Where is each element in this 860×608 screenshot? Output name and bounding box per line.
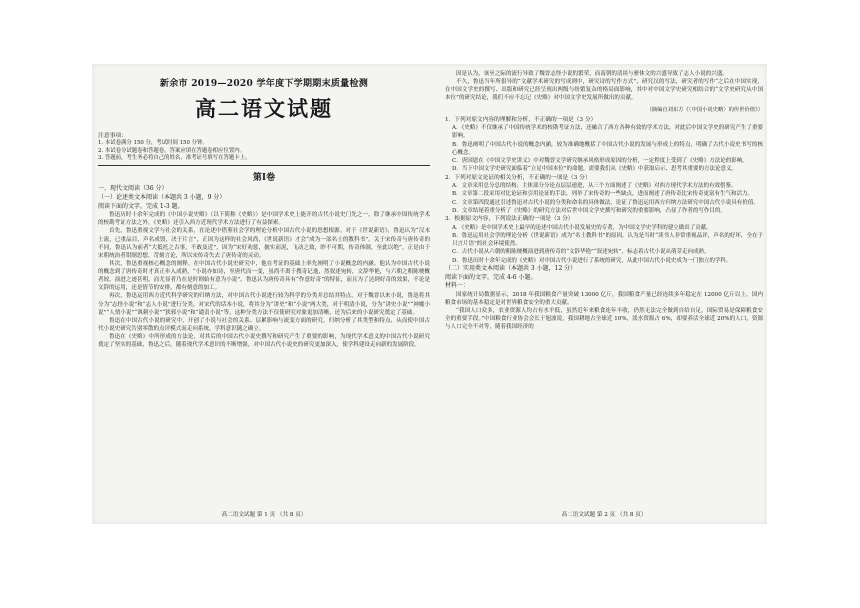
question-stem: 3．根据原文内容，下列说法正确的一项是（3 分）: [445, 216, 574, 223]
question-option: B．鲁迅运用社会学的理论分析《世说新语》成为“名士教科书”的原因，认为是当时“读书人非常重视品评，声名的好坏，全在于只言片语”的社会环境使然。: [452, 232, 763, 248]
material-paragraph: “我国人口众多，农业资源人均占有水平低，虽然近年来粮食连年丰收，仍然无法完全做到自给自足，国际贸易是保障粮食安全的重要手段。”中国粮食行业协会会长于旭波说，我国耕地占全球近 10%，淡水资源占 6%，却要养活全球近 20%的人口，资源与人口完全不对等，随着我国经济的: [445, 308, 763, 331]
passage-paragraph: 鲁迅历时十余年完成的《中国小说史略》（以下简称《史略》）是中国学术史上能开的古代小说史门先之一，除了继承中国传统学术的校勘考证方法之外，《史略》还引入西方近现代学术方法进行了有益探索。: [98, 212, 430, 227]
question-option: D．鲁迅历时十余年完成的《史略》对中国古代小说进行了系统的研究，从此中国古代小说史成为一门独立的学科。: [452, 257, 732, 264]
passage-paragraph: 因是认为，该至之际的流行导致了魏晋志怪小说的繁荣，而南朝的清谈与骈体文的兴盛导致了志人小说的兴盛。: [456, 71, 728, 77]
page-footer: 高二语文试题 第 2 页 （共 8 页）: [561, 512, 647, 518]
page-1: [98, 64, 430, 524]
question-option: A．文章采用总分总的结构；主体部分分论点层层递进，从三个方面阐述了《史略》对西方现代学术方法的有效借鉴。: [452, 183, 737, 190]
reading-instruction: 阅读下面的文字，完成 4-6 小题。: [445, 273, 537, 281]
reading-instruction: 阅读下面的文字，完成 1-3 题。: [98, 202, 184, 210]
question-option: C．古代小说从六朝的粗陈梗概演进到唐传奇的“文辞华艳”“叙述宛转”，标志着古代小说从萌芽走向成熟。: [452, 249, 710, 256]
passage-paragraph: 其次，鲁迅重视核心概念的阐释。在中国古代小说史研究中，他在考证的基础上率先阐明了小说概念的内涵。他认为中国古代小说的概念到了唐传奇时才真正步入成熟，“小说亦如诗，至唐代而一变，虽尚不离于搜奇记逸，然叙述宛转，文辞华艳，与六朝之粗陈梗概者较，演进之迹甚明，而尤显者乃在是时则始有意为小说”。鲁迅认为唐传奇具有“作意好奇”的特征，而且为了达到好奇的效果，不论是文辞的运用，还是情节的安排，都有刻意的加工。: [98, 260, 430, 292]
question-option: C．唐国恩在《中国文学史讲义》中对魏晋文学研究继承风格形成原因的分析，一定程度上受到了《史略》方法论的影响。: [452, 158, 748, 165]
passage-paragraph: 不久，鲁迅当年所倡导的“文献学术研究的写成则中，研究诗的写作方式”，研究汉的写法，研究者的写作“之后在中国实现，在中国文学史的撰写、出版和研究已经呈现出两级与纷繁复杂的格局面影响，其中对中国文学史研究相结合的“文学史研究从中国本位”的研究结论，我们不应不忘记《史略》对中国文学史发展所做出的贡献。: [445, 79, 763, 102]
question-2: [445, 174, 763, 216]
question-option: D．当下中国文学史研究面临着“立足中国本位”的命题，需要我们从《史略》中获取启示，思考其重要的方法论意义。: [452, 166, 738, 173]
note-item: 3. 答题前，考生务必将自己的姓名、准考证号填写在答题卡上。: [98, 154, 251, 161]
question-option: A．《史略》不仅继承了中国传统学术的校勘考证方法，还融合了西方各种有效的学术方法，对此后中国文学史的研究产生了重要影响。: [452, 125, 763, 140]
passage-paragraph: 鲁迅在《史略》中所形成的方法论，对其后的中国古代小说史撰写和研究产生了重要的影响，为现代学术意义的中国古代小说研究奠定了坚实的基础，鲁迅之后，随着现代学术意识的不断增强，对中国古代小说史的研究更加深入，使学科建设走向新的发展阶段。: [98, 334, 430, 349]
page-2: [445, 64, 763, 524]
page-footer: 高二语文试题 第 1 页 （共 8 页）: [221, 512, 307, 518]
notes-label: 注意事项：: [98, 133, 127, 139]
question-option: C．文章第四段通过引述鲁迅对古代小说的分类和命名的具体做法，论证了鲁迅运用西方归纳方法研究中国古代小说具有价值。: [452, 199, 759, 206]
exam-header: 新余市 2019—2020 学年度下学期期末质量检测: [159, 79, 369, 89]
question-option: A．《史略》是中国学术史上最早的论述中国古代小说发展史的专著，为中国文学史学科的建立做出了贡献。: [452, 224, 712, 231]
passage-paragraph: 鲁迅在中国古代小说的研究中，开创了小说与社会的关系、层累影响与流变方面的研究，归纳分析了其类型和特点，从而使中国古代小说史研究告别零散的点评模式而走向系统，学科意识随之确立。: [98, 317, 430, 332]
question-stem: 2．下列对原文论证的相关分析，不正确的一项是（3 分）: [445, 174, 591, 181]
passage-paragraph: 再次，鲁迅运用西方近代科学研究的归纳方法，对中国古代小说进行较为科学的分类并总结其特点，对于魏晋以来小说，鲁迅将其分为“志怪小说”和“志人小说”进行分类，对宋代的话本小说，将其分为“讲史”和“小说”两大类，对于明清小说，分为“讲史小说”“神魔小说”“人情小说”“讽刺小说”“狭邪小说”和“谴责小说”等，这种分类方法不仅使研究对象更加清晰，还为后来的小说研究奠定了基础。: [98, 293, 430, 316]
question-stem: 1．下列对原文内容的理解和分析，不正确的一项是（3 分）: [445, 116, 597, 123]
material-paragraph: 国家统计局数据显示，2018 年我国粮食产量突破 13000 亿斤，我国粮食产量已经连续多年稳定在 12000 亿斤以上，国内粮食市场的基本稳定是对世界粮食安全的重大贡献。: [445, 291, 763, 307]
volume-heading: 第Ⅰ卷: [252, 173, 276, 184]
subsection-heading: （二）实用类文本阅读（本题共 3 小题，12 分）: [445, 264, 577, 272]
question-1: [445, 116, 763, 174]
question-option: B．文章第二段采用对比论证和引用论证的手法，列举了宋传奇的一些缺点，进而阐述了唐传奇比宋传奇更富有生气和活力。: [452, 191, 754, 198]
subsection-heading: （一）论述类文本阅读（本题共 3 小题，9 分）: [98, 193, 226, 201]
question-option: D．文章结尾着重分析了《史略》的研究方法对后世中国文学史撰写和研究的重要影响，凸显了作者的写作目的。: [452, 207, 726, 214]
divider: [98, 165, 430, 166]
note-item: 1. 本试卷满分 150 分，考试时间 150 分钟。: [98, 140, 208, 147]
passage-source: （摘编自刘东方《〈中国小说史略〉的传世价值》）: [646, 106, 763, 113]
question-option: B．鲁迅阐明了中国古代小说的概念内涵，较为准确地概括了中国古代小说的发展与形成上的特点，明确了古代小说史书写的核心概念。: [452, 141, 763, 156]
passage-paragraph: 首先，鲁迅重视文学与社会的关系，在论述中借鉴社会学的理论分析中国古代小说的思想根源。对于《世说新语》，鲁迅认为“汉末士流，已重品目，声名成毁，决于片言”，正因为这样的社会风尚，《世说新语》才会“成为一部名士的教科书”。关于宋传奇与唐传奇的不同，鲁迅认为前者“大抵托之古事，不敢及近”，因为“宋好劝惩，摭实而泥，飞动之致，眇不可期，传奇体制，至此以绝”，正是由于宋朝统治者钳制思想，苛刻言论，所以宋传奇失去了唐传奇的灵动。: [98, 228, 430, 259]
scanned-exam-sheet: [92, 64, 767, 524]
note-item: 2. 本试卷分试题卷和答题卷，答案应填在答题卷相应位置内。: [98, 147, 246, 154]
section-heading: 一、现代文阅读（36 分）: [98, 185, 168, 193]
exam-title: 高二语文试题: [195, 96, 333, 121]
question-3: [445, 215, 763, 265]
material-label: 材料一：: [445, 282, 470, 290]
